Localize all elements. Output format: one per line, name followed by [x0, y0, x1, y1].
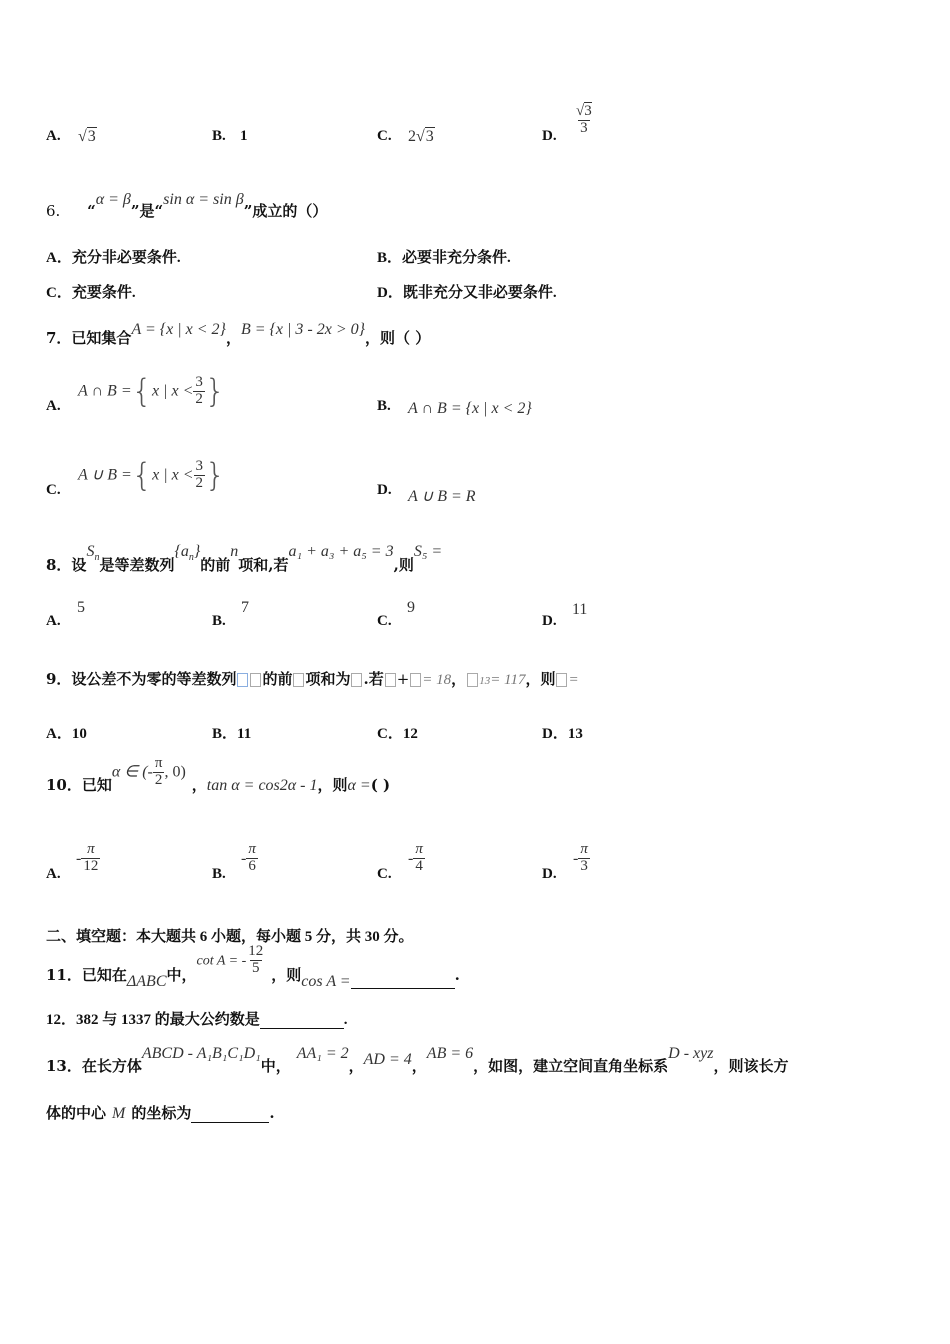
q9-glyph-n: [293, 673, 304, 687]
q11-answer-blank[interactable]: [351, 988, 455, 989]
q10-option-b-label: B.: [212, 866, 226, 882]
q8-option-c-value: 9: [407, 599, 415, 616]
q8-option-d-label: D.: [542, 613, 557, 629]
q6-option-b: B．必要非充分条件.: [377, 250, 511, 266]
q8-option-b-value: 7: [241, 599, 249, 616]
q9-option-d: D．13: [542, 726, 583, 742]
q10-option-d-label: D.: [542, 866, 557, 882]
q8-question: 8．设$S_n$是等差数列$\{a_n\}$的前n项和,若a₁ + a₃ + a₅ = 3,则S₅ =: [46, 543, 443, 574]
q8-option-a-value: 5: [77, 599, 85, 616]
q10-option-a-label: A.: [46, 866, 61, 882]
q9-option-c: C．12: [377, 726, 418, 742]
q5-option-a-label: A.: [46, 128, 61, 144]
q6-option-c: C．充要条件.: [46, 285, 136, 301]
q5-option-b-value: 1: [240, 128, 248, 144]
section-2-title: 二、填空题：本大题共 6 小题，每小题 5 分，共 30 分。: [46, 929, 414, 945]
q9-glyph-a2: [385, 673, 396, 687]
q6-question: 6. “α = β”是“sin α = sin β”成立的（）: [46, 191, 328, 220]
q7-option-c-value: A ∪ B ={x | x < $\frac{3}{2}$ }: [78, 456, 226, 494]
q9-option-a: A．10: [46, 726, 87, 742]
q8-option-c-label: C.: [377, 613, 392, 629]
q13-question-line2: 体的中心 M 的坐标为 .: [46, 1104, 275, 1122]
q10-option-d-value: - $\frac{\pi}{3}$: [573, 841, 588, 874]
q9-question: 9．设公差不为零的等差数列 的前 项和为 .若 + = 18， 13= 117，则 =: [46, 670, 579, 688]
q11-question: 11．已知在ΔABC中，cot A = - $\frac{12}{5}$ ，则cos A = .: [46, 943, 460, 991]
q12-answer-blank[interactable]: [260, 1028, 344, 1029]
q10-option-c-value: - $\frac{\pi}{4}$: [408, 841, 423, 874]
q7-option-b-label: B.: [377, 398, 391, 414]
q9-glyph-a: [250, 673, 261, 687]
q10-option-b-value: - $\frac{\pi}{6}$: [241, 841, 256, 874]
q6-option-a: A．充分非必要条件.: [46, 250, 181, 266]
q9-glyph-s13: [467, 673, 478, 687]
q8-option-a-label: A.: [46, 613, 61, 629]
q10-question: 10．已知α ∈ (- $\frac{\pi}{2}$ , 0)，tan α = cos2α - 1，则α =( ): [46, 755, 391, 795]
q7-option-a-label: A.: [46, 398, 61, 414]
q7-question: 7．已知集合A = {x | x < 2}，B = {x | 3 - 2x > 0}，则（ ）: [46, 321, 431, 347]
q7-option-c-label: C.: [46, 482, 61, 498]
q9-glyph-ans: [556, 673, 567, 687]
q10-option-a-value: - $\frac{\pi}{12}$: [76, 841, 99, 874]
q9-glyph-a3: [410, 673, 421, 687]
q10-option-c-label: C.: [377, 866, 392, 882]
q8-option-d-value: 11: [572, 601, 588, 618]
q5-option-c-label: C.: [377, 128, 392, 144]
q7-option-d-value: A ∪ B = R: [408, 488, 476, 505]
q9-glyph-s: [351, 673, 362, 687]
q5-option-d-label: D.: [542, 128, 557, 144]
q7-option-d-label: D.: [377, 482, 392, 498]
q13-question-line1: 13．在长方体ABCD - A₁B₁C₁D₁中，AA₁ = 2，AD = 4，AB = 6，如图，建立空间直角坐标系D - xyz，则该长方: [46, 1045, 789, 1075]
q13-answer-blank[interactable]: [191, 1122, 269, 1123]
q8-option-b-label: B.: [212, 613, 226, 629]
q5-option-a-value: √3: [78, 128, 96, 145]
q7-option-b-value: A ∩ B = {x | x < 2}: [408, 400, 532, 417]
q9-seq-glyph: [237, 673, 248, 687]
q5-option-c-value: 2√3: [408, 128, 434, 145]
q6-option-d: D．既非充分又非必要条件.: [377, 285, 557, 301]
q12-question: 12．382 与 1337 的最大公约数是 .: [46, 1012, 348, 1028]
q9-option-b: B．11: [212, 726, 252, 742]
q7-option-a-value: A ∩ B ={x | x < $\frac{3}{2}$ }: [78, 372, 226, 410]
q5-option-b-label: B.: [212, 128, 226, 144]
q5-option-d-value: $\frac{√3}{3}$: [576, 103, 592, 136]
